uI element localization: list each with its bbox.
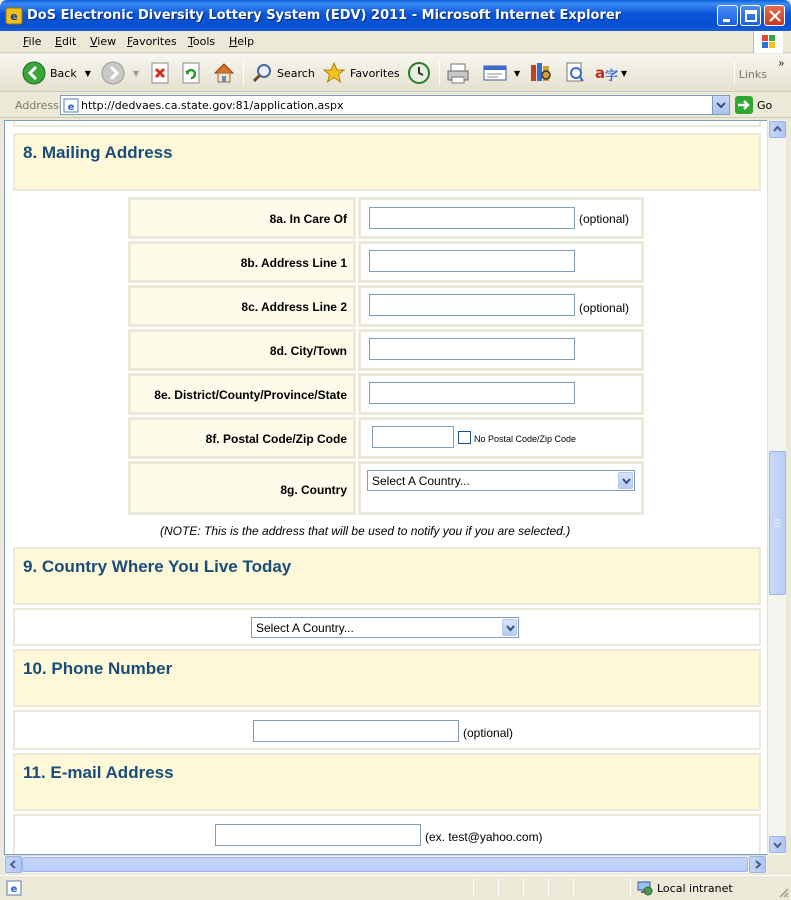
section-11-title: 11. E-mail Address: [23, 763, 174, 782]
mailing-country-value: Select A Country...: [372, 474, 470, 488]
phone-optional-note: (optional): [463, 726, 514, 740]
edit-button[interactable]: [482, 59, 520, 87]
back-arrow-icon: [22, 61, 46, 85]
links-label[interactable]: Links: [738, 68, 767, 81]
field-row-8g: [128, 461, 644, 515]
translate-dropdown-icon[interactable]: ▼: [621, 68, 628, 78]
email-example-note: (ex. test@yahoo.com): [425, 830, 543, 844]
label-postal-code: 8f. Postal Code/Zip Code: [205, 432, 347, 446]
go-arrow-icon: [735, 96, 753, 114]
optional-note: (optional): [579, 212, 630, 226]
status-divider: [548, 879, 549, 897]
address-label: Address: [15, 99, 59, 112]
no-postal-code-checkbox[interactable]: [458, 431, 471, 444]
links-chevron[interactable]: »: [778, 58, 784, 69]
forward-dropdown-icon: ▼: [133, 68, 140, 78]
scroll-corner: [767, 855, 786, 873]
page-viewport: [4, 120, 767, 855]
field-label-cell: [128, 285, 356, 327]
edit-dropdown-icon[interactable]: ▼: [514, 68, 521, 78]
horizontal-scroll-thumb[interactable]: [22, 857, 748, 872]
mailing-country-select[interactable]: [367, 470, 635, 491]
status-divider: [573, 879, 574, 897]
home-button[interactable]: [212, 59, 236, 87]
window-title: DoS Electronic Diversity Lottery System (EDV) 2011 - Microsoft Internet Explorer: [27, 8, 622, 23]
page-status-icon: [6, 880, 22, 896]
label-city-town: 8d. City/Town: [269, 344, 347, 358]
field-value-cell: [358, 329, 644, 371]
menu-bar: [0, 31, 791, 53]
favorites-star-icon: [322, 61, 346, 85]
section-8-title: 8. Mailing Address: [23, 143, 173, 162]
close-icon: [765, 6, 786, 27]
refresh-button[interactable]: [181, 59, 201, 87]
section-9-row: [13, 608, 761, 646]
svg-text:字: 字: [605, 69, 619, 84]
search-label: Search: [277, 66, 315, 80]
refresh-icon: [181, 62, 201, 84]
chevron-down-icon: [713, 96, 729, 114]
status-divider: [523, 879, 524, 897]
windows-logo: [753, 31, 783, 53]
scroll-right-button[interactable]: [749, 856, 766, 873]
menu-favorites[interactable]: Favorites: [127, 35, 177, 48]
mailing-country-dropdown-button[interactable]: [618, 472, 633, 489]
search-button[interactable]: [251, 59, 315, 87]
forward-arrow-icon: [101, 61, 125, 85]
address-input[interactable]: [60, 95, 730, 115]
horizontal-scrollbar[interactable]: [4, 855, 767, 873]
field-value-cell: [358, 241, 644, 283]
scroll-left-button[interactable]: [5, 856, 22, 873]
field-value-cell: [358, 417, 644, 459]
email-input[interactable]: [215, 824, 421, 846]
minimize-button[interactable]: [717, 5, 738, 26]
label-in-care-of: 8a. In Care Of: [269, 212, 347, 226]
residence-country-value: Select A Country...: [256, 621, 354, 635]
chevron-down-icon: [503, 620, 518, 637]
vertical-scrollbar[interactable]: [767, 120, 786, 855]
field-label-cell: [128, 417, 356, 459]
previous-section-edge: [13, 120, 761, 127]
links-separator: [734, 61, 735, 85]
stop-button[interactable]: [150, 59, 170, 87]
chevron-up-icon: [770, 122, 785, 137]
chevron-down-icon: [619, 473, 634, 490]
chevron-down-icon: [770, 837, 785, 852]
section-10-title: 10. Phone Number: [23, 659, 173, 678]
search-icon: [251, 62, 273, 84]
field-row-8f: [128, 417, 644, 459]
history-icon: [407, 61, 431, 85]
address-dropdown-button[interactable]: [712, 96, 729, 114]
postal-code-input[interactable]: [372, 426, 454, 448]
field-label-cell: [128, 373, 356, 415]
menu-tools[interactable]: Tools: [188, 35, 216, 48]
svg-text:e: e: [10, 10, 18, 23]
mailing-address-note: (NOTE: This is the address that will be used to notify you if you are selected.): [160, 524, 571, 538]
resize-grip-icon[interactable]: [777, 886, 789, 898]
status-divider: [473, 879, 474, 897]
section-11-row: [13, 814, 761, 855]
favorites-label: Favorites: [350, 66, 400, 80]
field-row-8a: [128, 197, 644, 239]
svg-text:e: e: [67, 102, 75, 113]
no-postal-code-label[interactable]: No Postal Code/Zip Code: [474, 434, 577, 444]
back-label: Back: [50, 66, 77, 80]
translate-button[interactable]: [594, 59, 627, 87]
section-10-header: [13, 649, 761, 707]
grip-icon: [770, 452, 785, 596]
district-state-input[interactable]: [369, 382, 575, 404]
residence-country-select[interactable]: [251, 617, 519, 638]
go-label: Go: [757, 98, 773, 112]
vertical-scroll-thumb[interactable]: [769, 451, 786, 595]
address-url: http://dedvaes.ca.state.gov:81/application.aspx: [81, 99, 344, 112]
field-row-8d: [128, 329, 644, 371]
city-town-input[interactable]: [369, 338, 575, 360]
home-icon: [212, 61, 236, 85]
windows-flag-icon: [754, 31, 784, 53]
page-icon: [63, 98, 79, 113]
address-line-2-input[interactable]: [369, 294, 575, 316]
field-value-cell: [358, 197, 644, 239]
section-11-header: [13, 753, 761, 811]
in-care-of-input[interactable]: [369, 207, 575, 229]
optional-note: (optional): [579, 301, 630, 315]
chevron-left-icon: [6, 857, 21, 872]
print-icon: [446, 61, 472, 85]
stop-icon: [150, 62, 170, 84]
address-line-1-input[interactable]: [369, 250, 575, 272]
status-bar: [0, 875, 791, 900]
section-8-header: [13, 133, 761, 191]
label-country: 8g. Country: [280, 483, 347, 497]
research-books-icon: [528, 61, 554, 85]
ie-app-icon: [5, 7, 23, 25]
research-button[interactable]: [528, 59, 554, 87]
label-address-line-2: 8c. Address Line 2: [241, 300, 347, 314]
translate-icon: [594, 61, 620, 85]
scroll-down-button[interactable]: [769, 836, 786, 853]
field-row-8e: [128, 373, 644, 415]
svg-text:e: e: [10, 884, 18, 895]
close-button[interactable]: [764, 5, 785, 26]
field-row-8b: [128, 241, 644, 283]
security-zone[interactable]: [636, 880, 733, 896]
section-9-header: [13, 547, 761, 605]
label-address-line-1: 8b. Address Line 1: [240, 256, 347, 270]
standard-toolbar: [0, 54, 791, 92]
field-row-8c: [128, 285, 644, 327]
field-value-cell: [358, 285, 644, 327]
maximize-button[interactable]: [740, 5, 761, 26]
status-divider: [498, 879, 499, 897]
messenger-icon: [563, 61, 587, 85]
residence-country-dropdown-button[interactable]: [502, 619, 517, 636]
address-bar: [0, 93, 791, 118]
mail-button[interactable]: [446, 59, 472, 87]
history-button[interactable]: [407, 59, 431, 87]
zone-label: Local intranet: [657, 881, 733, 895]
section-10-row: [13, 710, 761, 750]
status-divider: [630, 879, 631, 897]
toolbar-separator: [243, 61, 244, 85]
section-9-title: 9. Country Where You Live Today: [23, 557, 292, 576]
menu-help[interactable]: Help: [229, 35, 255, 48]
favorites-button[interactable]: [322, 59, 400, 87]
back-dropdown-icon[interactable]: ▼: [84, 68, 91, 78]
menu-view[interactable]: View: [90, 35, 117, 48]
field-value-cell: [358, 461, 644, 515]
field-label-cell: [128, 241, 356, 283]
phone-number-input[interactable]: [253, 720, 459, 742]
menu-edit[interactable]: Edit: [55, 35, 77, 48]
field-value-cell: [358, 373, 644, 415]
field-label-cell: [128, 329, 356, 371]
maximize-icon: [741, 6, 762, 27]
field-label-cell: [128, 197, 356, 239]
title-bar[interactable]: [0, 0, 791, 31]
menu-file[interactable]: File: [23, 35, 42, 48]
scroll-up-button[interactable]: [769, 121, 786, 138]
forward-button[interactable]: [101, 59, 139, 87]
local-intranet-icon: [636, 880, 654, 896]
messenger-button[interactable]: [563, 59, 587, 87]
toolbar-separator: [439, 61, 440, 85]
go-button[interactable]: [735, 96, 772, 114]
svg-text:a: a: [595, 64, 606, 82]
chevron-right-icon: [750, 857, 765, 872]
minimize-icon: [718, 6, 739, 27]
edit-page-icon: [482, 61, 508, 85]
back-button[interactable]: [22, 59, 91, 87]
field-label-cell: [128, 461, 356, 515]
label-district-county-province-state: 8e. District/County/Province/State: [154, 388, 347, 402]
